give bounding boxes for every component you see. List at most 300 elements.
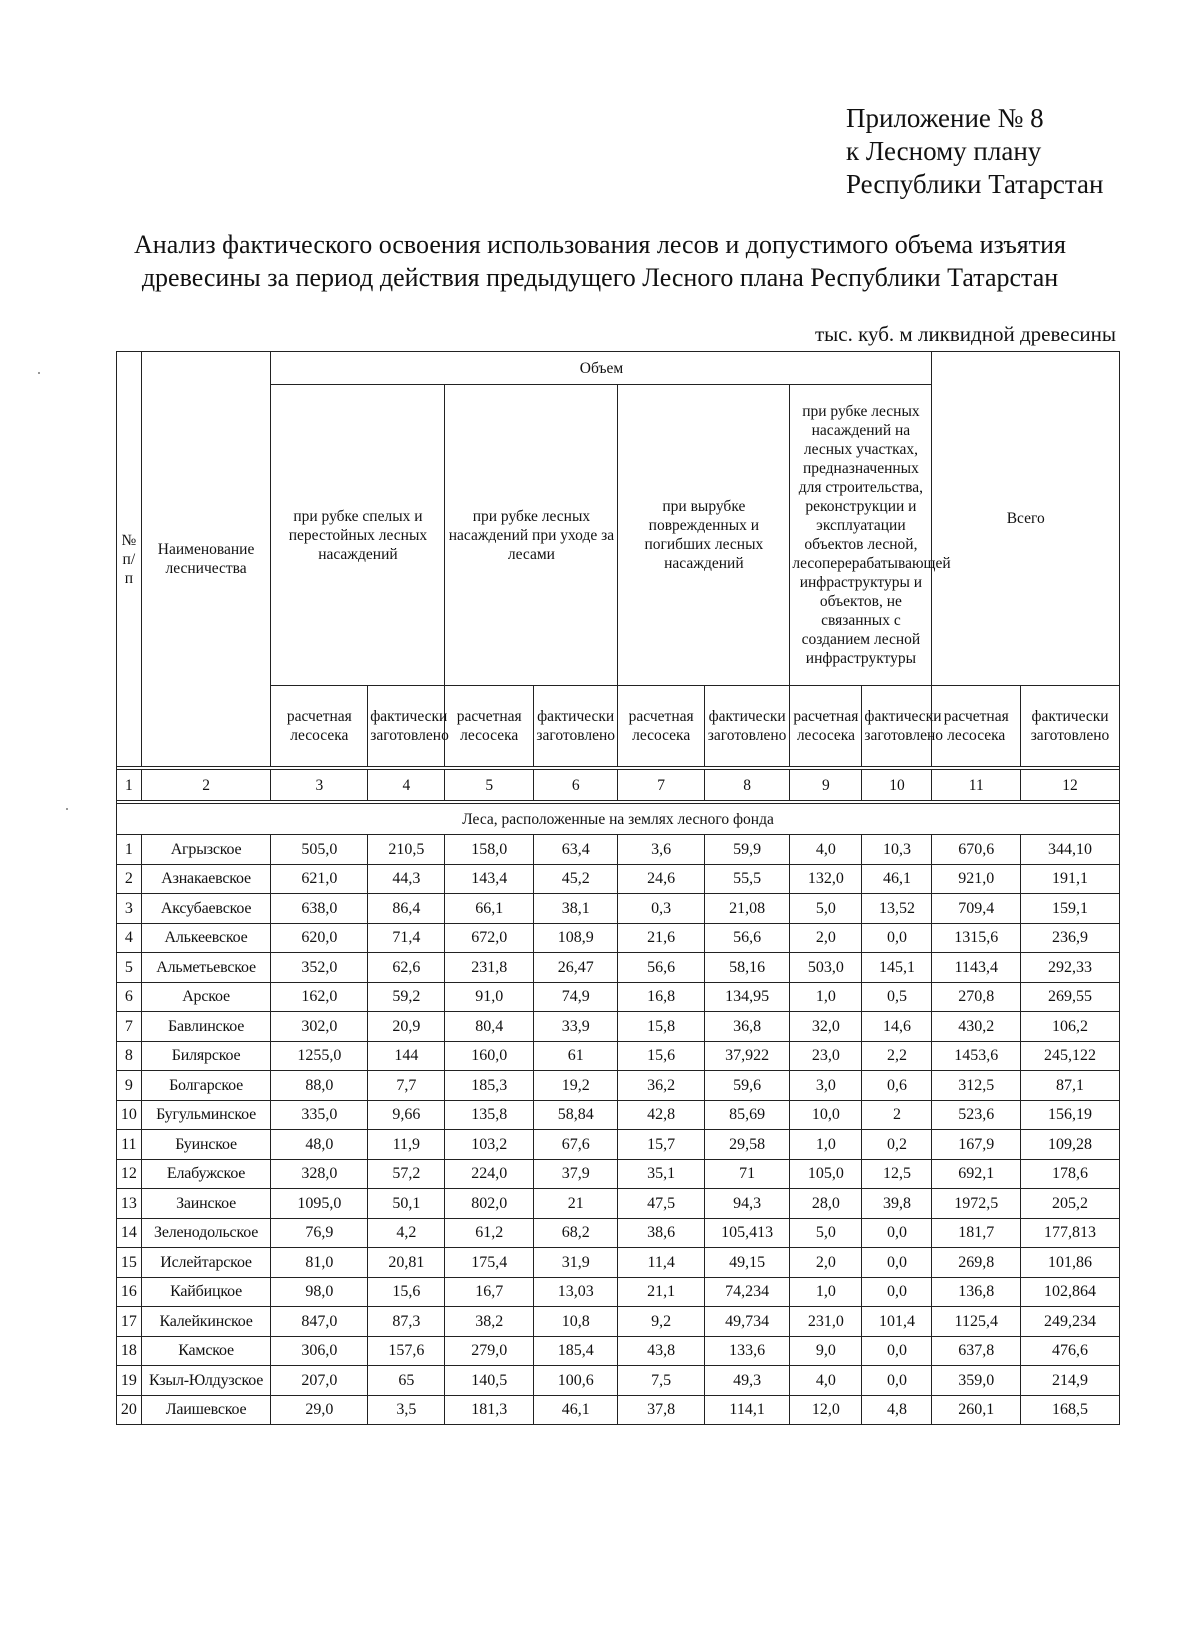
row-number: 3 <box>117 894 142 924</box>
table-cell: 47,5 <box>618 1189 704 1219</box>
table-cell: 1972,5 <box>932 1189 1021 1219</box>
table-row <box>117 1307 1120 1337</box>
subheader-c9: расчетная лесосека <box>790 686 862 767</box>
table-row <box>117 1071 1120 1101</box>
table-cell: 2 <box>862 1100 932 1130</box>
table-cell: 19,2 <box>533 1071 617 1101</box>
table-cell: 76,9 <box>271 1218 368 1248</box>
table-cell: 63,4 <box>533 835 617 865</box>
table-cell: 15,7 <box>618 1130 704 1160</box>
table-cell: 102,864 <box>1021 1277 1120 1307</box>
table-cell: 15,8 <box>618 1012 704 1042</box>
table-cell: 21 <box>533 1189 617 1219</box>
table-cell: 430,2 <box>932 1012 1021 1042</box>
table-row <box>117 1366 1120 1396</box>
table-cell: 0,6 <box>862 1071 932 1101</box>
row-number: 2 <box>117 864 142 894</box>
column-number: 7 <box>618 770 704 801</box>
title-line-1: Анализ фактического освоения использования лесов и допустимого объема изъятия <box>134 230 1066 259</box>
row-number: 11 <box>117 1130 142 1160</box>
row-number: 6 <box>117 982 142 1012</box>
document-title <box>60 228 1140 294</box>
table-cell: 71 <box>704 1159 789 1189</box>
table-cell: 42,8 <box>618 1100 704 1130</box>
section-title: Леса, расположенные на землях лесного фонда <box>117 804 1120 835</box>
table-cell: 62,6 <box>368 953 445 983</box>
subheader-c8: фактически заготовлено <box>704 686 789 767</box>
forestry-name: Буинское <box>141 1130 271 1160</box>
appendix-note <box>846 102 1103 201</box>
table-cell: 109,28 <box>1021 1130 1120 1160</box>
column-number: 2 <box>141 770 271 801</box>
table-cell: 38,6 <box>618 1218 704 1248</box>
table-cell: 1125,4 <box>932 1307 1021 1337</box>
column-number: 3 <box>271 770 368 801</box>
table-cell: 57,2 <box>368 1159 445 1189</box>
table-cell: 58,84 <box>533 1100 617 1130</box>
table-cell: 56,6 <box>704 923 789 953</box>
table-cell: 16,7 <box>445 1277 534 1307</box>
table-cell: 101,4 <box>862 1307 932 1337</box>
table-row <box>117 864 1120 894</box>
table-cell: 87,1 <box>1021 1071 1120 1101</box>
subheader-c11: расчетная лесосека <box>932 686 1021 767</box>
table-cell: 20,81 <box>368 1248 445 1278</box>
table-cell: 15,6 <box>368 1277 445 1307</box>
table-cell: 181,3 <box>445 1395 534 1425</box>
table-cell: 185,3 <box>445 1071 534 1101</box>
table-cell: 65 <box>368 1366 445 1396</box>
table-cell: 7,5 <box>618 1366 704 1396</box>
table-cell: 80,4 <box>445 1012 534 1042</box>
table-cell: 12,5 <box>862 1159 932 1189</box>
table-cell: 44,3 <box>368 864 445 894</box>
appendix-line-3: Республики Татарстан <box>846 169 1104 199</box>
table-cell: 100,6 <box>533 1366 617 1396</box>
row-number: 8 <box>117 1041 142 1071</box>
table-cell: 10,3 <box>862 835 932 865</box>
table-cell: 106,2 <box>1021 1012 1120 1042</box>
table-cell: 670,6 <box>932 835 1021 865</box>
table-cell: 91,0 <box>445 982 534 1012</box>
table-cell: 66,1 <box>445 894 534 924</box>
forestry-name: Арское <box>141 982 271 1012</box>
table-cell: 5,0 <box>790 1218 862 1248</box>
table-cell: 49,734 <box>704 1307 789 1337</box>
table-cell: 709,4 <box>932 894 1021 924</box>
table-cell: 270,8 <box>932 982 1021 1012</box>
table-cell: 1,0 <box>790 1130 862 1160</box>
table-cell: 37,9 <box>533 1159 617 1189</box>
forestry-name: Агрызское <box>141 835 271 865</box>
subheader-c6: фактически заготовлено <box>533 686 617 767</box>
forestry-name: Бавлинское <box>141 1012 271 1042</box>
table-cell: 103,2 <box>445 1130 534 1160</box>
table-row <box>117 1159 1120 1189</box>
table-cell: 335,0 <box>271 1100 368 1130</box>
table-cell: 260,1 <box>932 1395 1021 1425</box>
table-cell: 205,2 <box>1021 1189 1120 1219</box>
table-cell: 191,1 <box>1021 864 1120 894</box>
table-cell: 98,0 <box>271 1277 368 1307</box>
table-cell: 157,6 <box>368 1336 445 1366</box>
table-cell: 59,2 <box>368 982 445 1012</box>
table-cell: 3,0 <box>790 1071 862 1101</box>
table-cell: 344,10 <box>1021 835 1120 865</box>
table-cell: 0,0 <box>862 1366 932 1396</box>
forestry-name: Лаишевское <box>141 1395 271 1425</box>
forestry-name: Альметьевское <box>141 953 271 983</box>
table-cell: 0,2 <box>862 1130 932 1160</box>
table-cell: 114,1 <box>704 1395 789 1425</box>
row-number: 10 <box>117 1100 142 1130</box>
table-cell: 13,52 <box>862 894 932 924</box>
table-cell: 36,2 <box>618 1071 704 1101</box>
table-cell: 231,8 <box>445 953 534 983</box>
units-label: тыс. куб. м ликвидной древесины <box>815 322 1116 346</box>
table-cell: 1,0 <box>790 982 862 1012</box>
row-number: 18 <box>117 1336 142 1366</box>
row-number: 19 <box>117 1366 142 1396</box>
table-cell: 4,0 <box>790 1366 862 1396</box>
table-cell: 1143,4 <box>932 953 1021 983</box>
table-cell: 359,0 <box>932 1366 1021 1396</box>
table-cell: 32,0 <box>790 1012 862 1042</box>
forestry-name: Азнакаевское <box>141 864 271 894</box>
table-cell: 802,0 <box>445 1189 534 1219</box>
table-cell: 0,5 <box>862 982 932 1012</box>
table-cell: 48,0 <box>271 1130 368 1160</box>
title-line-2: древесины за период действия предыдущего Лесного плана Республики Татарстан <box>141 263 1059 292</box>
header-care: при рубке лесных насаждений при уходе за лесами <box>445 385 618 686</box>
subheader-c4: фактически заготовлено <box>368 686 445 767</box>
table-cell: 292,33 <box>1021 953 1120 983</box>
forest-use-table <box>116 351 1120 1425</box>
table-cell: 59,9 <box>704 835 789 865</box>
forestry-name: Аксубаевское <box>141 894 271 924</box>
table-row <box>117 982 1120 1012</box>
table-cell: 46,1 <box>533 1395 617 1425</box>
forestry-name: Алькеевское <box>141 923 271 953</box>
scan-speck <box>38 372 40 374</box>
header-construction: при рубке лесных насаждений на лесных участках, предназначенных для строительства, реконструкции и эксплуатации объектов лесной, лесоперерабатывающей инфраструктуры и объектов, не связанных с созданием лесной инфраструктуры <box>790 385 932 686</box>
table-cell: 144 <box>368 1041 445 1071</box>
table-cell: 476,6 <box>1021 1336 1120 1366</box>
column-number: 5 <box>445 770 534 801</box>
header-no: № п/п <box>117 352 142 767</box>
table-cell: 86,4 <box>368 894 445 924</box>
table-cell: 302,0 <box>271 1012 368 1042</box>
header-damaged: при вырубке поврежденных и погибших лесных насаждений <box>618 385 790 686</box>
table-cell: 46,1 <box>862 864 932 894</box>
table-cell: 160,0 <box>445 1041 534 1071</box>
row-number: 15 <box>117 1248 142 1278</box>
forestry-name: Заинское <box>141 1189 271 1219</box>
column-number: 10 <box>862 770 932 801</box>
table-cell: 503,0 <box>790 953 862 983</box>
table-cell: 58,16 <box>704 953 789 983</box>
table-cell: 134,95 <box>704 982 789 1012</box>
table-cell: 132,0 <box>790 864 862 894</box>
table-cell: 133,6 <box>704 1336 789 1366</box>
table-cell: 1255,0 <box>271 1041 368 1071</box>
table-cell: 2,2 <box>862 1041 932 1071</box>
table-cell: 3,6 <box>618 835 704 865</box>
table-cell: 620,0 <box>271 923 368 953</box>
table-cell: 29,0 <box>271 1395 368 1425</box>
table-cell: 11,9 <box>368 1130 445 1160</box>
table-cell: 11,4 <box>618 1248 704 1278</box>
table-cell: 37,922 <box>704 1041 789 1071</box>
table-cell: 621,0 <box>271 864 368 894</box>
table-cell: 231,0 <box>790 1307 862 1337</box>
table-row <box>117 1336 1120 1366</box>
table-cell: 214,9 <box>1021 1366 1120 1396</box>
subheader-c3: расчетная лесосека <box>271 686 368 767</box>
row-number: 14 <box>117 1218 142 1248</box>
table-cell: 81,0 <box>271 1248 368 1278</box>
column-number: 11 <box>932 770 1021 801</box>
table-cell: 167,9 <box>932 1130 1021 1160</box>
table-cell: 4,2 <box>368 1218 445 1248</box>
table-cell: 692,1 <box>932 1159 1021 1189</box>
table-row <box>117 1041 1120 1071</box>
table-cell: 20,9 <box>368 1012 445 1042</box>
table-cell: 68,2 <box>533 1218 617 1248</box>
table-cell: 50,1 <box>368 1189 445 1219</box>
table-cell: 1,0 <box>790 1277 862 1307</box>
table-row <box>117 1277 1120 1307</box>
row-number: 7 <box>117 1012 142 1042</box>
row-number: 12 <box>117 1159 142 1189</box>
table-cell: 145,1 <box>862 953 932 983</box>
table-cell: 2,0 <box>790 1248 862 1278</box>
table-cell: 67,6 <box>533 1130 617 1160</box>
forestry-name: Бугульминское <box>141 1100 271 1130</box>
table-cell: 4,0 <box>790 835 862 865</box>
subheader-c12: фактически заготовлено <box>1021 686 1120 767</box>
table-cell: 26,47 <box>533 953 617 983</box>
table-row <box>117 1189 1120 1219</box>
table-cell: 312,5 <box>932 1071 1021 1101</box>
table-cell: 1095,0 <box>271 1189 368 1219</box>
table-cell: 39,8 <box>862 1189 932 1219</box>
column-number: 6 <box>533 770 617 801</box>
table-cell: 3,5 <box>368 1395 445 1425</box>
table-cell: 56,6 <box>618 953 704 983</box>
table-cell: 9,2 <box>618 1307 704 1337</box>
table-cell: 45,2 <box>533 864 617 894</box>
table-cell: 279,0 <box>445 1336 534 1366</box>
table-cell: 38,1 <box>533 894 617 924</box>
table-cell: 236,9 <box>1021 923 1120 953</box>
table-cell: 638,0 <box>271 894 368 924</box>
forestry-name: Билярское <box>141 1041 271 1071</box>
header-total: Всего <box>932 352 1120 686</box>
table-cell: 49,3 <box>704 1366 789 1396</box>
forestry-name: Елабужское <box>141 1159 271 1189</box>
table-cell: 9,66 <box>368 1100 445 1130</box>
appendix-line-2: к Лесному плану <box>846 136 1042 166</box>
table-cell: 352,0 <box>271 953 368 983</box>
table-cell: 9,0 <box>790 1336 862 1366</box>
table-row <box>117 894 1120 924</box>
table-cell: 35,1 <box>618 1159 704 1189</box>
table-cell: 505,0 <box>271 835 368 865</box>
table-cell: 74,234 <box>704 1277 789 1307</box>
table-cell: 21,1 <box>618 1277 704 1307</box>
table-cell: 31,9 <box>533 1248 617 1278</box>
column-number: 12 <box>1021 770 1120 801</box>
table-cell: 181,7 <box>932 1218 1021 1248</box>
table-cell: 847,0 <box>271 1307 368 1337</box>
table-cell: 105,0 <box>790 1159 862 1189</box>
table-cell: 245,122 <box>1021 1041 1120 1071</box>
table-cell: 10,8 <box>533 1307 617 1337</box>
forestry-name: Камское <box>141 1336 271 1366</box>
table-cell: 88,0 <box>271 1071 368 1101</box>
table-cell: 21,6 <box>618 923 704 953</box>
table-cell: 28,0 <box>790 1189 862 1219</box>
table-cell: 49,15 <box>704 1248 789 1278</box>
subheader-c10: фактически заготовлено <box>862 686 932 767</box>
table-cell: 637,8 <box>932 1336 1021 1366</box>
row-number: 4 <box>117 923 142 953</box>
table-cell: 1315,6 <box>932 923 1021 953</box>
table-cell: 168,5 <box>1021 1395 1120 1425</box>
table-cell: 672,0 <box>445 923 534 953</box>
table-row <box>117 835 1120 865</box>
forestry-name: Зеленодольское <box>141 1218 271 1248</box>
row-number: 13 <box>117 1189 142 1219</box>
table-cell: 10,0 <box>790 1100 862 1130</box>
column-numbers <box>117 770 1120 801</box>
table-cell: 43,8 <box>618 1336 704 1366</box>
subheader-c7: расчетная лесосека <box>618 686 704 767</box>
column-number: 9 <box>790 770 862 801</box>
table-cell: 23,0 <box>790 1041 862 1071</box>
table-cell: 14,6 <box>862 1012 932 1042</box>
forestry-name: Кайбицкое <box>141 1277 271 1307</box>
table-cell: 328,0 <box>271 1159 368 1189</box>
table-cell: 523,6 <box>932 1100 1021 1130</box>
table-cell: 12,0 <box>790 1395 862 1425</box>
table-row <box>117 1395 1120 1425</box>
table-cell: 0,3 <box>618 894 704 924</box>
table-cell: 135,8 <box>445 1100 534 1130</box>
forestry-name: Ислейтарское <box>141 1248 271 1278</box>
table-row <box>117 1100 1120 1130</box>
row-number: 9 <box>117 1071 142 1101</box>
table-cell: 105,413 <box>704 1218 789 1248</box>
table-cell: 143,4 <box>445 864 534 894</box>
table-row <box>117 1248 1120 1278</box>
table-cell: 87,3 <box>368 1307 445 1337</box>
table-cell: 156,19 <box>1021 1100 1120 1130</box>
row-number: 16 <box>117 1277 142 1307</box>
column-number-row <box>117 770 1120 801</box>
table-cell: 0,0 <box>862 1218 932 1248</box>
table-cell: 175,4 <box>445 1248 534 1278</box>
forestry-name: Кзыл-Юлдузское <box>141 1366 271 1396</box>
table-cell: 5,0 <box>790 894 862 924</box>
header-volume: Объем <box>271 352 932 385</box>
forestry-name: Калейкинское <box>141 1307 271 1337</box>
table-cell: 269,55 <box>1021 982 1120 1012</box>
table-cell: 178,6 <box>1021 1159 1120 1189</box>
table-cell: 15,6 <box>618 1041 704 1071</box>
forestry-name: Болгарское <box>141 1071 271 1101</box>
table-cell: 59,6 <box>704 1071 789 1101</box>
table-cell: 224,0 <box>445 1159 534 1189</box>
table-cell: 101,86 <box>1021 1248 1120 1278</box>
scan-speck <box>66 808 68 810</box>
table-cell: 249,234 <box>1021 1307 1120 1337</box>
row-number: 5 <box>117 953 142 983</box>
table-row <box>117 1012 1120 1042</box>
table-cell: 136,8 <box>932 1277 1021 1307</box>
table-cell: 207,0 <box>271 1366 368 1396</box>
table-cell: 0,0 <box>862 923 932 953</box>
table-cell: 210,5 <box>368 835 445 865</box>
table-cell: 55,5 <box>704 864 789 894</box>
table-cell: 33,9 <box>533 1012 617 1042</box>
table-cell: 0,0 <box>862 1277 932 1307</box>
table-cell: 16,8 <box>618 982 704 1012</box>
table-cell: 1453,6 <box>932 1041 1021 1071</box>
column-number: 1 <box>117 770 142 801</box>
table-cell: 108,9 <box>533 923 617 953</box>
table-cell: 158,0 <box>445 835 534 865</box>
table-cell: 29,58 <box>704 1130 789 1160</box>
column-number: 8 <box>704 770 789 801</box>
header-name: Наименование лесничества <box>141 352 271 767</box>
table-cell: 61,2 <box>445 1218 534 1248</box>
table-cell: 38,2 <box>445 1307 534 1337</box>
subheader-c5: расчетная лесосека <box>445 686 534 767</box>
row-number: 17 <box>117 1307 142 1337</box>
table-row <box>117 1218 1120 1248</box>
table-body <box>117 835 1120 1425</box>
table-cell: 140,5 <box>445 1366 534 1396</box>
table-cell: 61 <box>533 1041 617 1071</box>
table-cell: 177,813 <box>1021 1218 1120 1248</box>
row-number: 20 <box>117 1395 142 1425</box>
table-cell: 0,0 <box>862 1336 932 1366</box>
table-cell: 185,4 <box>533 1336 617 1366</box>
table-cell: 7,7 <box>368 1071 445 1101</box>
table-cell: 24,6 <box>618 864 704 894</box>
table-cell: 21,08 <box>704 894 789 924</box>
table-cell: 13,03 <box>533 1277 617 1307</box>
appendix-line-1: Приложение № 8 <box>846 103 1044 133</box>
column-number: 4 <box>368 770 445 801</box>
header-mature: при рубке спелых и перестойных лесных насаждений <box>271 385 445 686</box>
table-cell: 37,8 <box>618 1395 704 1425</box>
row-number: 1 <box>117 835 142 865</box>
table-row <box>117 1130 1120 1160</box>
table-row <box>117 953 1120 983</box>
table-cell: 0,0 <box>862 1248 932 1278</box>
table-cell: 74,9 <box>533 982 617 1012</box>
table-cell: 306,0 <box>271 1336 368 1366</box>
table-cell: 269,8 <box>932 1248 1021 1278</box>
table-cell: 921,0 <box>932 864 1021 894</box>
table-cell: 71,4 <box>368 923 445 953</box>
table-cell: 162,0 <box>271 982 368 1012</box>
table-row <box>117 923 1120 953</box>
table-cell: 159,1 <box>1021 894 1120 924</box>
